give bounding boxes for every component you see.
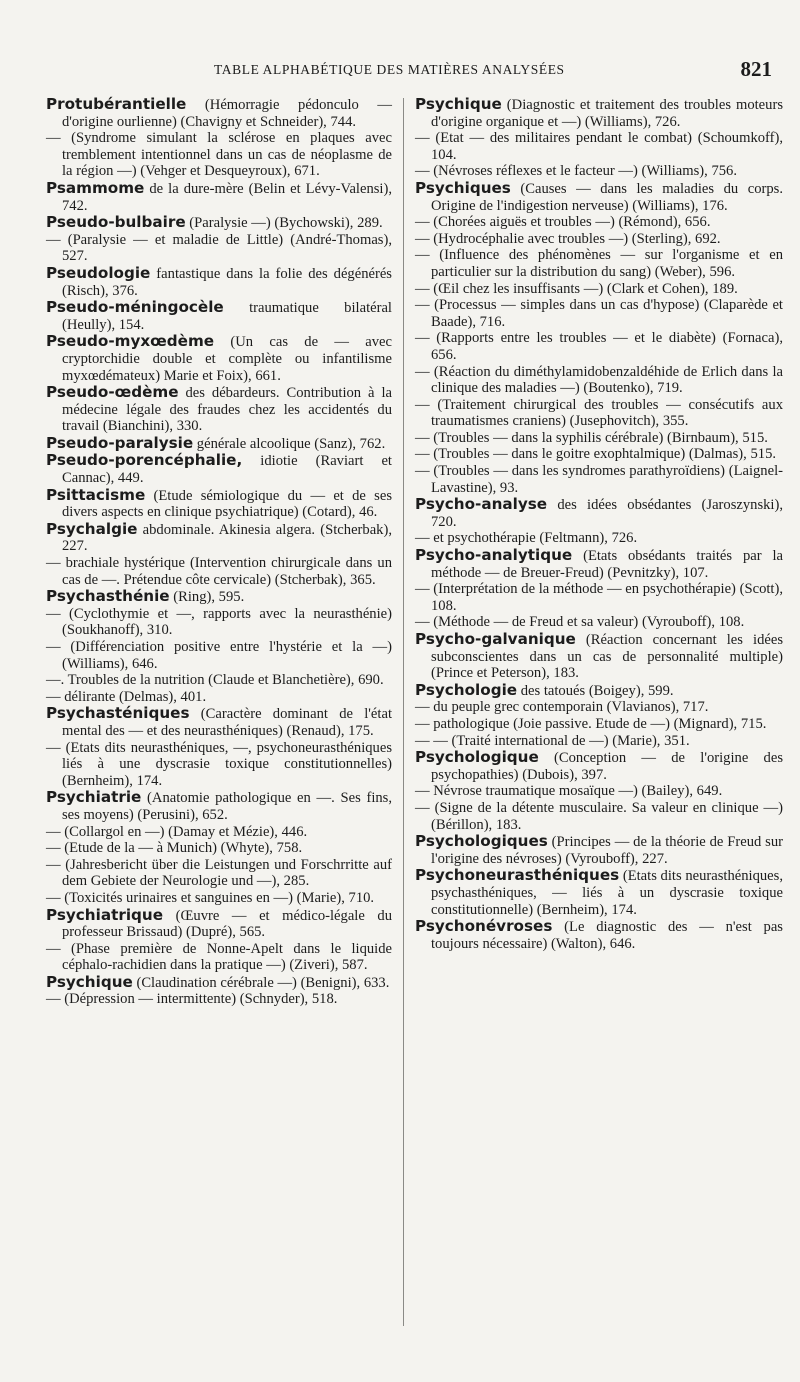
entry-text: fantastique dans la folie des dégénérés (Risch),: [62, 265, 392, 299]
entry-text: (Claudination cérébrale —) (Benigni),: [132, 974, 364, 991]
entry-headword: Psychologiques: [415, 832, 548, 851]
entry-text: — (Influence des phénomènes — sur l'organisme et en particulier sur la distribution du sang) (Weber),: [415, 247, 783, 280]
index-entry: [46, 789, 392, 823]
index-entry: [415, 530, 783, 547]
entry-text: (Le diagnostic des — n'est pas toujours nécessaire) (Walton),: [431, 919, 783, 952]
entry-page-ref: 93.: [499, 479, 519, 496]
entry-page-ref: 599.: [648, 682, 674, 699]
entry-text: —. Troubles de la nutrition (Claude et Blanchetière),: [46, 672, 359, 689]
entry-page-ref: 154.: [118, 316, 145, 333]
index-entry: [46, 96, 392, 130]
index-entry: [46, 232, 392, 265]
entry-text: — (Signe de la détente musculaire. Sa valeur en clinique —) (Bérillon),: [415, 799, 783, 833]
entry-page-ref: 515.: [742, 429, 768, 446]
index-entry: [46, 214, 392, 232]
index-entry: [415, 96, 783, 130]
entry-headword: Psychasténiques: [46, 704, 190, 723]
entry-text: — (Toxicités urinaires et sanguines en —) (Marie),: [46, 889, 349, 906]
index-entry: [415, 581, 783, 614]
index-entry: [46, 705, 392, 739]
entry-headword: Psychiatrique: [46, 905, 164, 924]
entry-page-ref: 527.: [62, 248, 88, 265]
index-entry: [415, 733, 783, 750]
index-entry: [46, 555, 392, 588]
index-entry: [415, 231, 783, 248]
entry-page-ref: 661.: [255, 367, 281, 384]
entry-text: — (Différenciation positive entre l'hystérie et la —) (Williams),: [46, 639, 392, 672]
entry-text: (Réaction concernant les idées subconscientes dans un cas de personnalité multiple) (Prince et Peterson),: [431, 632, 783, 682]
entry-text: (Paralysie —) (Bychowski),: [185, 215, 358, 232]
entry-headword: Psychologie: [415, 680, 518, 699]
index-entry: [46, 130, 392, 180]
index-entry: [415, 800, 783, 833]
entry-page-ref: 174.: [136, 772, 163, 789]
entry-page-ref: 649.: [696, 783, 723, 800]
entry-text: — (Etude de la — à Munich) (Whyte),: [46, 840, 277, 857]
entry-page-ref: 46.: [359, 504, 378, 521]
index-entry: [415, 631, 783, 682]
entry-page-ref: 449.: [117, 470, 144, 487]
index-entry: [415, 214, 783, 231]
entry-text: (Causes — dans les maladies du corps. Origine de l'indigestion nerveuse) (Williams),: [431, 180, 783, 214]
column-divider: [403, 98, 404, 1326]
entry-text: — (Rapports entre les troubles — et le diabète) (Fornaca),: [415, 330, 783, 347]
entry-page-ref: 183.: [553, 665, 579, 682]
entry-headword: Psycho-analytique: [415, 546, 573, 565]
index-entry: [46, 452, 392, 486]
entry-text: — (Méthode — de Freud et sa valeur) (Vyrouboff),: [415, 614, 719, 631]
index-entry: [415, 547, 783, 581]
index-entry: [415, 749, 783, 783]
entry-headword: Psychoneurasthéniques: [415, 866, 620, 885]
entry-page-ref: 446.: [281, 823, 308, 840]
entry-text: (Principes — de la théorie de Freud sur l'origine des névroses) (Vyrouboff),: [431, 834, 783, 867]
entry-text: — (Syndrome simulant la sclérose en plaques avec tremblement intentionnel dans un cas de néoplasme de la région —) (Vehger et Desqueyroux),: [46, 130, 392, 180]
entry-headword: Psychalgie: [46, 519, 138, 538]
entry-page-ref: 726.: [611, 530, 638, 547]
index-entry: [415, 614, 783, 631]
entry-text: — du peuple grec contemporain (Vlavianos),: [415, 699, 683, 716]
entry-text: — — (Traité international de —) (Marie),: [415, 732, 665, 749]
index-entry: [46, 974, 392, 992]
entry-headword: Pseudo-paralysie: [46, 433, 194, 452]
entry-text: — (Troubles — dans les syndromes parathyroïdiens) (Laignel-Lavastine),: [415, 463, 783, 496]
index-entry: [415, 330, 783, 363]
entry-text: (Ring),: [169, 589, 219, 606]
entry-text: de la dure-mère (Belin et Lévy-Valensi),: [144, 180, 392, 197]
index-entry: [415, 430, 783, 447]
entry-headword: Pseudo-myxœdème: [46, 332, 215, 351]
entry-text: — (Collargol en —) (Damay et Mézie),: [46, 823, 282, 840]
index-entry: [415, 247, 783, 280]
entry-page-ref: 227.: [642, 850, 668, 867]
entry-page-ref: 397.: [581, 766, 607, 783]
page-number: 821: [740, 57, 772, 81]
entry-text: des débardeurs. Contribution à la médecine légale des fraudes chez les accidentés du travail (Bianchini),: [62, 385, 392, 435]
entry-page-ref: 108.: [718, 614, 745, 631]
entry-text: — (Cyclothymie et —, rapports avec la neurasthénie) (Soukhanoff),: [46, 605, 392, 639]
index-entry: [46, 907, 392, 941]
entry-text: — (Réaction du diméthylamidobenzaldéhide de Erlich dans la clinique des maladies —) (Boutenko),: [415, 363, 783, 397]
entry-page-ref: 652.: [202, 806, 228, 823]
entry-page-ref: 174.: [611, 901, 637, 918]
entry-page-ref: 758.: [276, 840, 303, 857]
entry-text: des tatoués (Boigey),: [517, 682, 648, 699]
entry-page-ref: 692.: [695, 230, 721, 247]
index-entry: [46, 857, 392, 890]
entry-text: — (Phase première de Nonne-Apelt dans le liquide céphalo-rachidien dans la pratique —) (Ziveri),: [46, 940, 392, 974]
entry-text: — pathologique (Joie passive. Etude de —) (Mignard),: [415, 715, 741, 732]
entry-text: des idées obsédantes (Jaroszynski),: [547, 497, 783, 514]
index-entry: [46, 384, 392, 435]
entry-headword: Psychologique: [415, 748, 539, 767]
index-entry: [415, 446, 783, 463]
index-entry: [46, 606, 392, 639]
entry-text: (Caractère dominant de l'état mental des — et des neurasthéniques) (Renaud),: [62, 706, 392, 739]
entry-text: (Etats obsédants traités par la méthode — de Breuer-Freud) (Pevnitzky),: [431, 548, 783, 581]
entry-text: — (Hydrocéphalie avec troubles —) (Sterling),: [415, 230, 696, 247]
index-entry: [415, 297, 783, 330]
entry-page-ref: 515.: [750, 446, 777, 463]
index-entry: [46, 890, 392, 907]
entry-headword: Pseudo-œdème: [46, 383, 179, 402]
entry-page-ref: 587.: [342, 957, 368, 974]
entry-text: abdominale. Akinesia algera. (Stcherbak),: [137, 521, 392, 538]
entry-page-ref: 310.: [146, 622, 173, 639]
entry-headword: Psittacisme: [46, 485, 146, 504]
entry-page-ref: 744.: [330, 113, 357, 130]
index-entry: [46, 180, 392, 214]
index-entry: [46, 689, 392, 706]
entry-page-ref: 351.: [664, 732, 690, 749]
entry-text: — (Névroses réflexes et le facteur —) (Williams),: [415, 163, 712, 180]
entry-text: — (Œil chez les insuffisants —) (Clark et Cohen),: [415, 280, 713, 297]
index-entry: [46, 487, 392, 521]
entry-page-ref: 656.: [684, 214, 711, 231]
index-entry: [46, 588, 392, 606]
index-entry: [46, 824, 392, 841]
entry-headword: Pseudo-méningocèle: [46, 298, 224, 317]
entry-text: — (Troubles — dans le goitre exophtalmique) (Dalmas),: [415, 446, 751, 463]
index-entry: [46, 639, 392, 672]
entry-headword: Psychonévroses: [415, 917, 553, 936]
entry-page-ref: 756.: [711, 163, 737, 180]
page-header: [0, 57, 800, 86]
entry-page-ref: 742.: [62, 197, 88, 214]
entry-page-ref: 176.: [702, 197, 728, 214]
entry-headword: Pseudo-porencéphalie,: [46, 451, 243, 470]
entry-text: traumatique bilatéral (Heully),: [62, 300, 392, 333]
entry-text: — (Paralysie — et maladie de Little) (André-Thomas),: [46, 231, 392, 248]
entry-page-ref: 719.: [657, 380, 683, 397]
index-entry: [46, 941, 392, 974]
entry-text: — brachiale hystérique (Intervention chirurgicale dans un cas de —. Prétendue côte cervicale) (Stcherbak),: [46, 555, 392, 588]
entry-page-ref: 646.: [131, 655, 158, 672]
entry-text: — (Chorées aiguës et troubles —) (Rémond),: [415, 214, 685, 231]
entry-page-ref: 108.: [431, 597, 457, 614]
entry-text: — (Jahresbericht über die Leistungen und Forschrritte auf dem Gebiete der Neurologie und —),: [46, 856, 392, 890]
entry-headword: Psychique: [46, 972, 133, 991]
index-entry: [415, 833, 783, 867]
entry-text: — (Etats dits neurasthéniques, —, psychoneurasthéniques liés à une dyscrasie toxique constitutionnelles) (Bernheim),: [46, 739, 392, 789]
entry-page-ref: 376.: [112, 282, 138, 299]
entry-page-ref: 189.: [712, 280, 738, 297]
entry-page-ref: 107.: [682, 564, 709, 581]
index-entry: [46, 299, 392, 333]
entry-page-ref: 595.: [218, 589, 245, 606]
entry-page-ref: 401.: [180, 688, 207, 705]
entry-headword: Pseudologie: [46, 263, 151, 282]
index-entry: [46, 333, 392, 384]
entry-headword: Psycho-galvanique: [415, 630, 576, 648]
entry-page-ref: 289.: [357, 215, 383, 232]
index-entry: [415, 397, 783, 430]
index-entry: [415, 180, 783, 214]
entry-page-ref: 717.: [682, 699, 709, 716]
entry-text: — Névrose traumatique mosaïque —) (Bailey),: [415, 783, 697, 800]
index-entry: [46, 672, 392, 689]
entry-headword: Psycho-analyse: [415, 495, 548, 514]
index-entry: [46, 740, 392, 790]
entry-page-ref: 762.: [359, 435, 386, 452]
entry-text: idiotie (Raviart et Cannac),: [62, 453, 392, 487]
entry-page-ref: 656.: [431, 346, 457, 363]
entry-page-ref: 355.: [662, 413, 689, 430]
index-entry: [415, 918, 783, 952]
entry-page-ref: 330.: [176, 418, 203, 435]
running-title: TABLE ALPHABÉTIQUE DES MATIÈRES ANALYSÉES: [214, 62, 565, 77]
entry-page-ref: 646.: [609, 935, 636, 952]
entry-headword: Psammome: [46, 178, 145, 197]
entry-text: — (Traitement chirurgical des troubles — consécutifs aux traumatismes craniens) (Jusephovitch),: [415, 396, 783, 430]
entry-page-ref: 690.: [358, 672, 384, 689]
right-column: [415, 96, 783, 952]
entry-text: (Etude sémiologique du — et de ses divers aspects en clinique psychiatrique) (Cotard),: [62, 487, 392, 521]
index-entry: [415, 783, 783, 800]
entry-text: — (Processus — simples dans un cas d'hypose) (Claparède et Baade),: [415, 297, 783, 330]
index-entry: [415, 699, 783, 716]
entry-text: générale alcoolique (Sanz),: [193, 435, 360, 452]
entry-headword: Psychiatrie: [46, 788, 142, 807]
entry-page-ref: 596.: [709, 263, 736, 280]
index-entry: [415, 364, 783, 397]
entry-text: (Anatomie pathologique en —. Ses fins, ses moyens) (Perusini),: [62, 790, 392, 823]
entry-headword: Protubérantielle: [46, 95, 187, 113]
entry-text: — et psychothérapie (Feltmann),: [415, 530, 612, 547]
entry-text: (Un cas de — avec cryptorchidie double et complète ou infantilisme myxœdémateux) Marie et Foix),: [62, 334, 392, 384]
index-entry: [46, 840, 392, 857]
index-entry: [415, 463, 783, 496]
entry-page-ref: 175.: [348, 722, 374, 739]
index-entry: [415, 130, 783, 163]
entry-headword: Psychasthénie: [46, 587, 170, 606]
entry-text: (Diagnostic et traitement des troubles moteurs d'origine organique et —) (Williams),: [431, 97, 783, 130]
entry-text: (Etats dits neurasthéniques, psychasthéniques, — liés à un dyscrasie toxique constitutionnelle) (Bernheim),: [431, 868, 783, 918]
entry-text: (Hémorragie pédonculo — d'origine ourlienne) (Chavigny et Schneider),: [62, 97, 392, 130]
index-entry: [415, 867, 783, 918]
entry-page-ref: 565.: [239, 924, 266, 941]
entry-page-ref: 720.: [431, 513, 457, 530]
index-entry: [415, 682, 783, 700]
index-entry: [415, 496, 783, 530]
entry-headword: Pseudo-bulbaire: [46, 213, 186, 232]
entry-text: (Conception — de l'origine des psychopathies) (Dubois),: [431, 750, 783, 783]
entry-text: — délirante (Delmas),: [46, 688, 181, 705]
entry-headword: Psychique: [415, 95, 502, 113]
entry-page-ref: 285.: [283, 873, 310, 890]
index-entry: [46, 265, 392, 299]
entry-page-ref: 365.: [350, 571, 376, 588]
index-entry: [46, 435, 392, 453]
entry-text: (Œuvre — et médico-légale du professeur Brissaud) (Dupré),: [62, 907, 392, 941]
entry-page-ref: 104.: [431, 146, 457, 163]
index-entry: [46, 991, 392, 1008]
entry-text: — (Etat — des militaires pendant le combat) (Schoumkoff),: [415, 130, 783, 147]
entry-page-ref: 716.: [479, 313, 506, 330]
index-entry: [415, 163, 783, 180]
entry-page-ref: 671.: [294, 163, 320, 180]
index-entry: [415, 716, 783, 733]
index-entry: [415, 281, 783, 298]
entry-text: — (Dépression — intermittente) (Schnyder),: [46, 991, 312, 1008]
entry-page-ref: 518.: [311, 991, 338, 1008]
entry-page-ref: 633.: [363, 974, 390, 991]
entry-text: — (Troubles — dans la syphilis cérébrale) (Birnbaum),: [415, 429, 743, 446]
entry-headword: Psychiques: [415, 178, 511, 197]
entry-page-ref: 227.: [62, 538, 88, 555]
entry-page-ref: 710.: [348, 889, 375, 906]
index-entry: [46, 521, 392, 555]
entry-text: — (Interprétation de la méthode — en psychothérapie) (Scott),: [415, 581, 783, 598]
entry-page-ref: 726.: [654, 113, 681, 130]
entry-page-ref: 183.: [495, 816, 522, 833]
entry-page-ref: 715.: [740, 715, 767, 732]
left-column: [46, 96, 392, 1008]
